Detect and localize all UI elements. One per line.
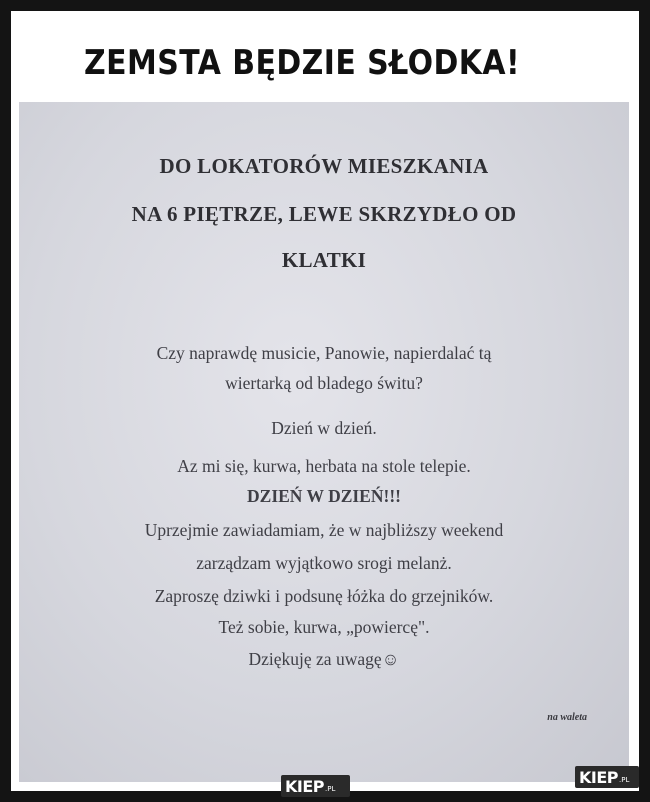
notice-body-line-9: Też sobie, kurwa, „powiercę". — [218, 617, 430, 637]
notice-heading-line-1: DO LOKATORÓW MIESZKANIA — [159, 154, 489, 178]
kiep-watermark-logo[interactable] — [575, 766, 639, 788]
notice-signature: na waleta — [547, 712, 587, 723]
notice-body-line-3: Dzień w dzień. — [271, 418, 377, 438]
meme-title: ZEMSTA BĘDZIE SŁODKA! — [84, 43, 521, 83]
kiep-logo-text: KIEP — [285, 776, 325, 796]
kiep-watermark-logo[interactable] — [281, 775, 350, 797]
notice-heading-line-2: NA 6 PIĘTRZE, LEWE SKRZYDŁO OD — [131, 202, 517, 226]
notice-body-line-10: Dziękuję za uwagę☺ — [248, 649, 400, 669]
kiep-logo-text: KIEP — [579, 767, 619, 787]
notice-body-line-6: Uprzejmie zawiadamiam, że w najbliższy weekend — [144, 520, 504, 540]
notice-body-line-4: Az mi się, kurwa, herbata na stole telepie. — [177, 456, 471, 476]
kiep-logo-suffix: .PL — [619, 776, 630, 784]
notice-heading-line-3: KLATKI — [281, 248, 367, 272]
notice-body-line-5: DZIEŃ W DZIEŃ!!! — [247, 486, 401, 506]
notice-body-line-7: zarządzam wyjątkowo srogi melanż. — [196, 553, 452, 573]
notice-body-line-8: Zaproszę dziwki i podsunę łóżka do grzejników. — [154, 586, 494, 606]
notice-body-line-1: Czy naprawdę musicie, Panowie, napierdalać tą — [156, 343, 492, 363]
notice-photo — [19, 102, 629, 782]
kiep-logo-suffix: .PL — [325, 785, 336, 793]
notice-body-line-2: wiertarką od bladego świtu? — [225, 373, 423, 393]
notice-paper — [19, 102, 629, 782]
